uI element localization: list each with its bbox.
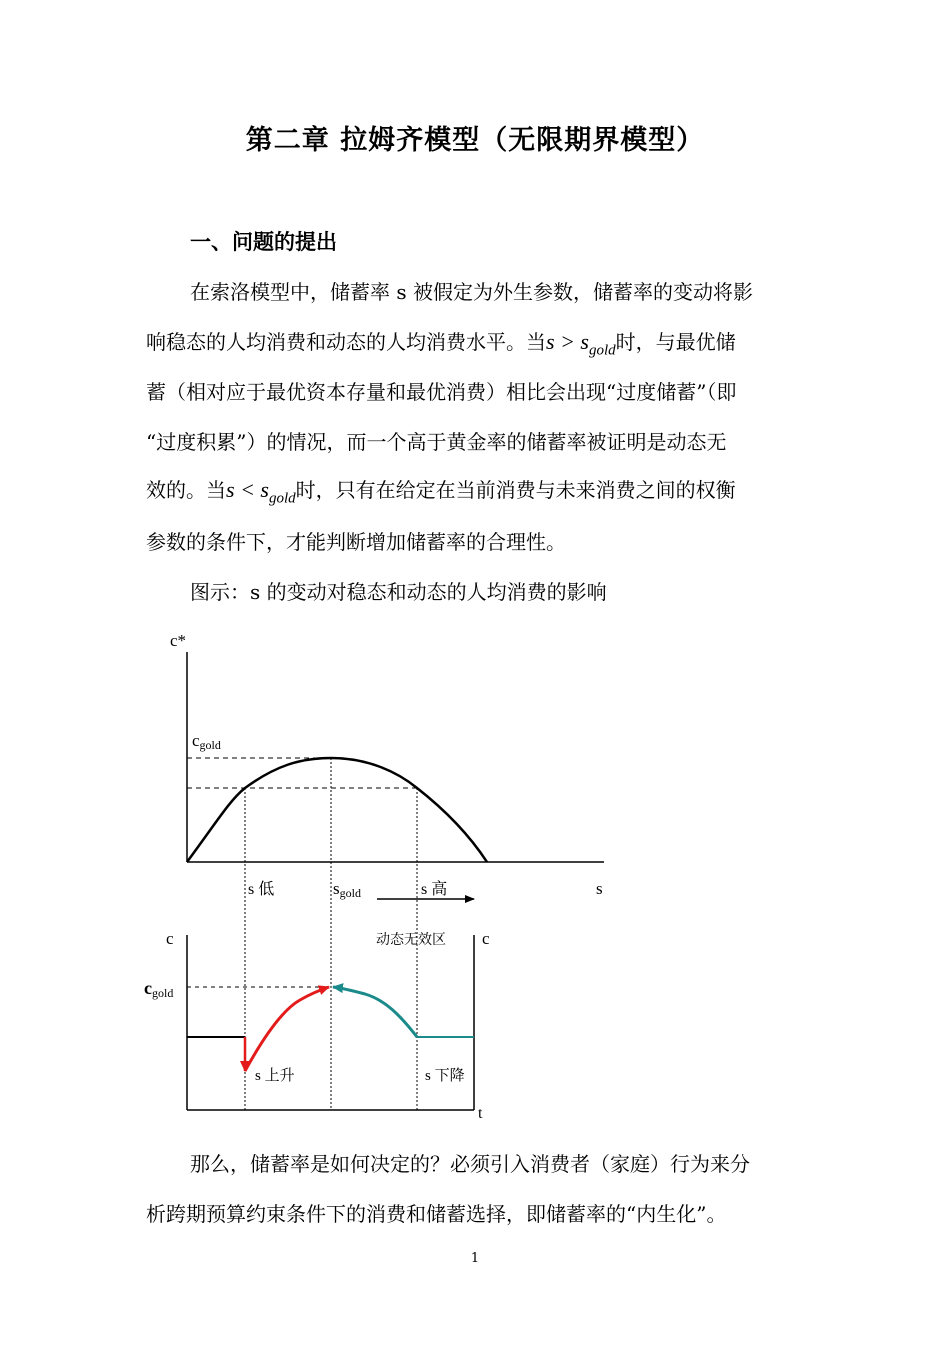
bottom-y-label-right: c [482,929,490,948]
paragraph-line: 在索洛模型中，储蓄率 s 被假定为外生参数，储蓄率的变动将影 [190,280,753,304]
text-span: 时，只有在给定在当前消费与未来消费之间的权衡 [295,478,736,502]
bottom-x-label: t [478,1105,483,1122]
paragraph-line: 参数的条件下，才能判断增加储蓄率的合理性。 [146,530,566,554]
s-high-label: s 高 [421,881,448,898]
math-s: s [546,329,555,354]
top-y-label: c* [170,631,187,650]
paragraph-line: 析跨期预算约束条件下的消费和储蓄选择，即储蓄率的“内生化”。 [146,1202,727,1226]
c-gold-label-bottom: cgold [144,978,174,1000]
s-rise-label: s 上升 [255,1068,295,1084]
s-gold-label: sgold [333,879,361,900]
consumption-rise-path [245,987,329,1071]
math-op: > [554,329,581,354]
text-span: 响稳态的人均消费和动态的人均消费水平。当 [146,330,546,354]
chapter-title: 第二章 拉姆齐模型（无限期界模型） [245,125,705,156]
consumption-adjust-path [333,987,417,1037]
steady-state-consumption-curve [187,758,487,862]
dynamic-inefficiency-label: 动态无效区 [376,933,446,948]
math-sub: gold [268,490,296,507]
paragraph-line: 蓄（相对应于最优资本存量和最优消费）相比会出现“过度储蓄”（即 [146,380,737,404]
s-fall-label: s 下降 [425,1068,465,1084]
math-s: s [260,477,269,502]
math-s: s [580,329,589,354]
paragraph-line: 那么，储蓄率是如何决定的？必须引入消费者（家庭）行为来分 [190,1152,750,1176]
s-low-label: s 低 [248,881,275,898]
math-sub: gold [588,342,616,359]
c-gold-label-top: cgold [192,731,221,752]
figure-caption: 图示：s 的变动对稳态和动态的人均消费的影响 [190,580,607,604]
section-heading: 一、问题的提出 [190,230,337,254]
bottom-y-label-left: c [166,929,174,948]
math-s: s [226,477,235,502]
top-x-label: s [596,879,603,898]
page-number: 1 [470,1251,480,1266]
text-span: 时，与最优储 [615,330,736,354]
math-op: < [234,477,261,502]
paragraph-line: “过度积累”）的情况，而一个高于黄金率的储蓄率被证明是动态无 [146,430,727,454]
text-span: 效的。当 [146,478,226,502]
